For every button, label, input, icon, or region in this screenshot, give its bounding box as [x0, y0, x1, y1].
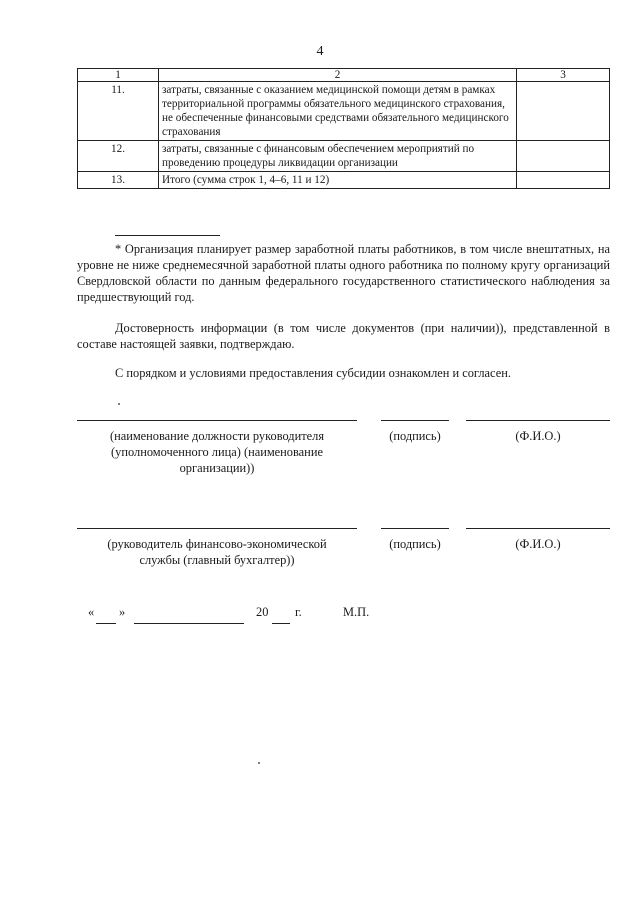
scan-speck [258, 762, 260, 764]
scan-speck [118, 403, 120, 405]
accountant-name-line [466, 528, 610, 529]
row-value [517, 141, 610, 172]
row-number: 12. [78, 141, 159, 172]
head-name-caption: (Ф.И.О.) [515, 429, 561, 443]
footnote-text: * Организация планирует размер заработной платы работников, в том числе внештатных, на уровне не ниже среднемесячной заработной платы одного работника по полному кругу организаций Свердловской области по данным федерального государственного статистического наблюдения за предшествующий год. [77, 242, 610, 304]
date-month-line [134, 623, 244, 624]
date-year-prefix: 20 [256, 605, 269, 619]
table-row [78, 172, 610, 189]
date-day-line [96, 623, 116, 624]
stamp-placeholder: М.П. [343, 605, 370, 619]
row-description: затраты, связанные с оказанием медицинской помощи детям в рамках территориальной программы обязательного медицинского страхования, не обеспеченные финансовыми средствами обязательного медицинского страхования [159, 82, 517, 141]
head-position-caption: (наименование должности руководителя (уполномоченного лица) (наименование организации)) [109, 429, 325, 475]
date-open-quote: « [88, 605, 95, 619]
page-number: 4 [316, 44, 324, 59]
row-description: Итого (сумма строк 1, 4–6, 11 и 12) [159, 172, 517, 189]
accountant-signature-line [381, 528, 449, 529]
row-number: 11. [78, 82, 159, 141]
table-row [78, 141, 610, 172]
accountant-signature-caption: (подпись) [389, 537, 441, 551]
header-cell-2: 2 [159, 69, 517, 82]
table-row [78, 82, 610, 141]
head-name-line [466, 420, 610, 421]
accountant-position-caption: (руководитель финансово-экономической службы (главный бухгалтер)) [107, 537, 327, 567]
head-position-line [77, 420, 357, 421]
accountant-name-caption: (Ф.И.О.) [515, 537, 561, 551]
footnote-separator [115, 235, 220, 236]
date-year-line [272, 623, 290, 624]
head-signature-caption: (подпись) [389, 429, 441, 443]
confirmation-text: Достоверность информации (в том числе документов (при наличии)), представленной в составе настоящей заявки, подтверждаю. [77, 321, 610, 351]
header-cell-3: 3 [517, 69, 610, 82]
agreement-text: С порядком и условиями предоставления субсидии ознакомлен и согласен. [115, 366, 511, 380]
header-cell-1: 1 [78, 69, 159, 82]
head-signature-line [381, 420, 449, 421]
date-year-suffix: г. [295, 605, 302, 619]
accountant-position-line [77, 528, 357, 529]
table-header-row [78, 69, 610, 82]
row-value [517, 172, 610, 189]
row-value [517, 82, 610, 141]
row-number: 13. [78, 172, 159, 189]
date-close-quote: » [119, 605, 126, 619]
costs-table [77, 68, 610, 189]
row-description: затраты, связанные с финансовым обеспечением мероприятий по проведению процедуры ликвидации организации [159, 141, 517, 172]
